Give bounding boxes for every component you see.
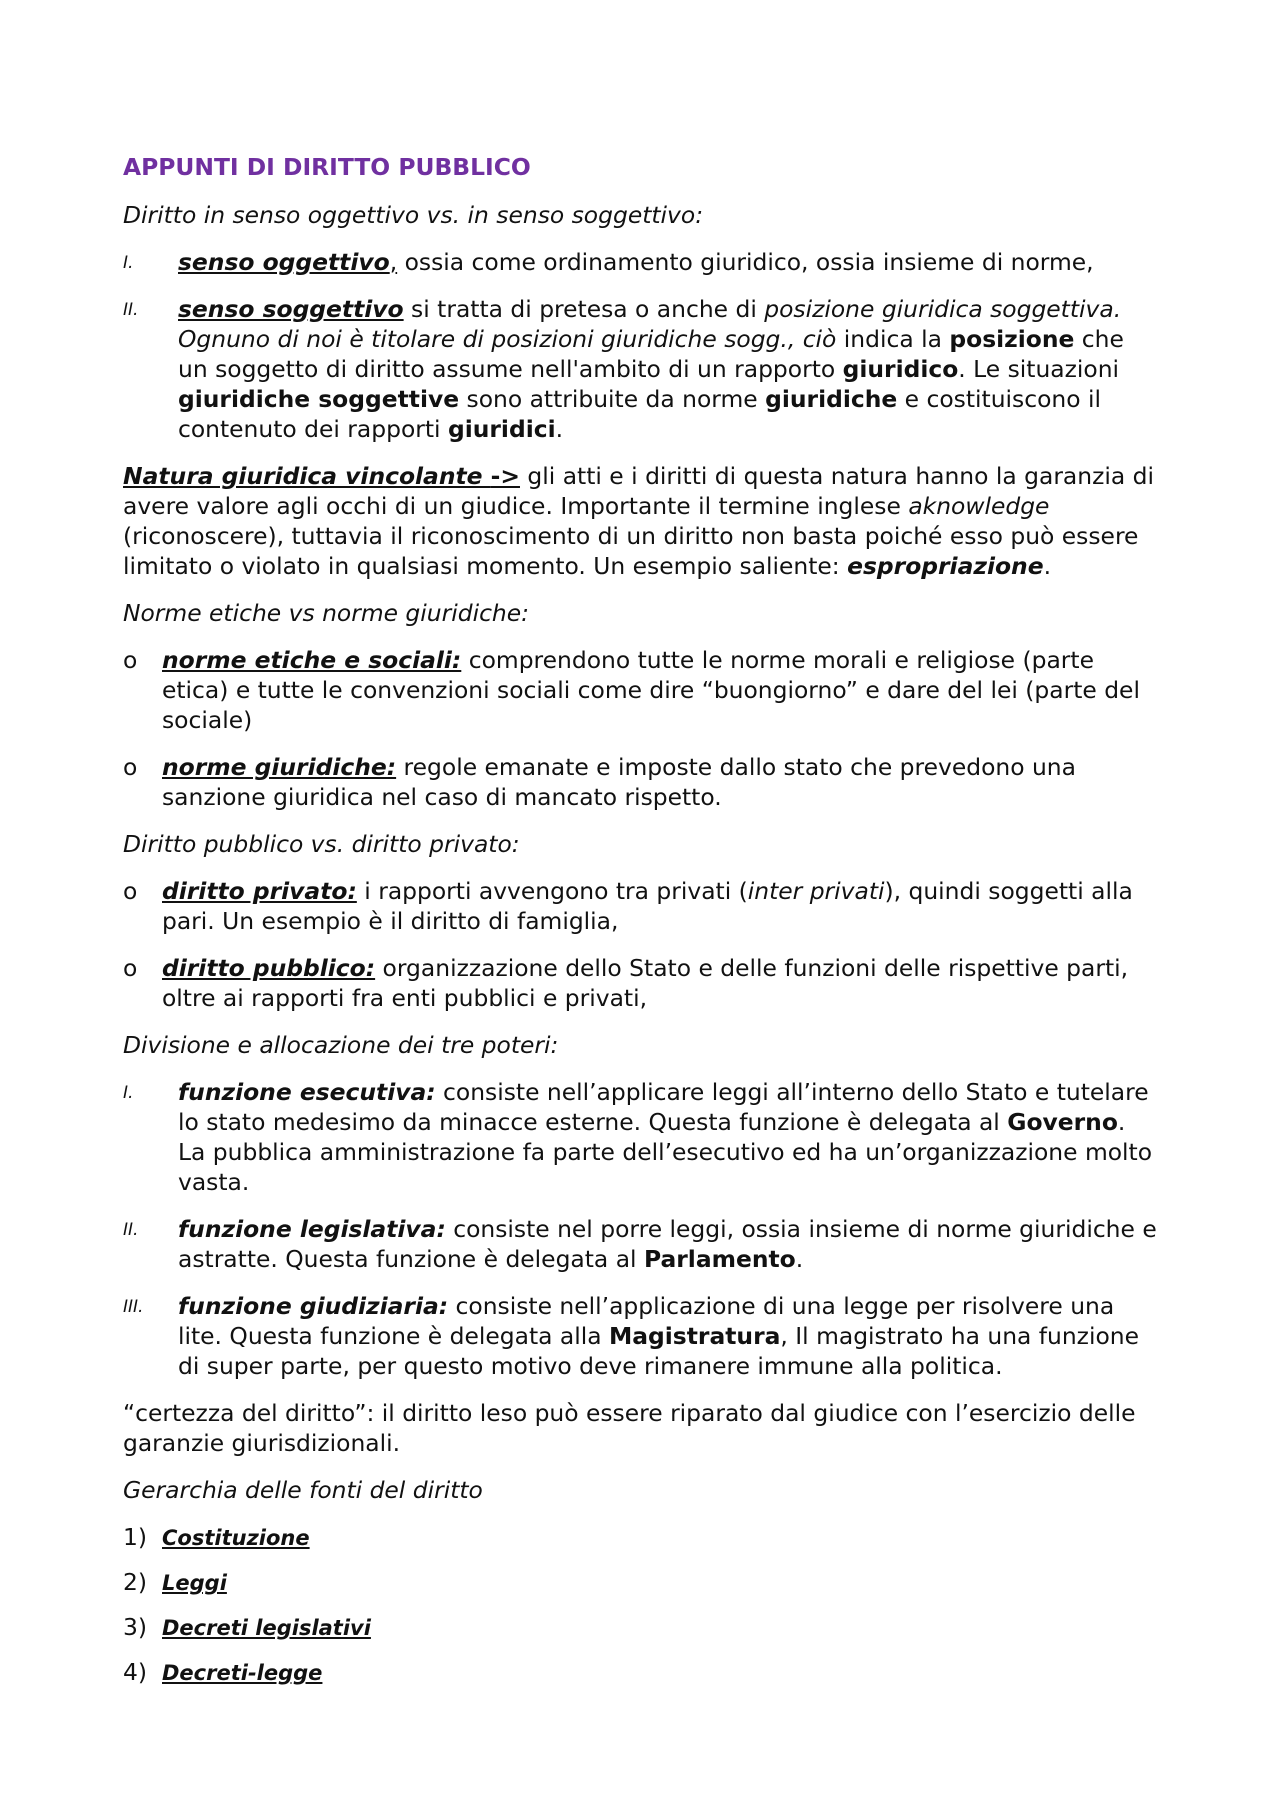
item-italic: posizione giuridica soggettiva. Ognuno di noi è titolare di posizioni giuridiche sogg., ciò: [178, 295, 1122, 353]
item-bold: Governo: [1007, 1108, 1118, 1136]
term-diritto-privato: diritto privato:: [162, 877, 357, 905]
list-marker: 2): [123, 1568, 148, 1596]
term-funzione-giudiziaria: funzione giudiziaria:: [178, 1292, 449, 1320]
list-marker: o: [123, 646, 138, 674]
term-senso-soggettivo: senso soggettivo: [178, 295, 404, 323]
list-norme: [123, 645, 1160, 812]
list-item: [123, 1291, 1160, 1381]
section-heading-pubblico-privato: Diritto pubblico vs. diritto privato:: [123, 830, 520, 858]
list-item: [123, 247, 1160, 277]
section-heading-diritto-senso: Diritto in senso oggettivo vs. in senso soggettivo:: [123, 201, 704, 229]
fonte-decreti-legislativi: Decreti legislativi: [162, 1616, 371, 1640]
item-text: sono attribuite da norme: [459, 385, 766, 413]
section-heading-gerarchia: Gerarchia delle fonti del diritto: [123, 1476, 483, 1504]
item-text: si tratta di pretesa o anche di: [403, 295, 765, 323]
item-bold: giuridiche: [765, 385, 898, 413]
item-text: . La pubblica amministrazione fa parte dell’esecutivo ed ha un’organizzazione molto vasta.: [178, 1108, 1153, 1196]
list-poteri: [123, 1077, 1160, 1381]
list-senso: [123, 247, 1160, 444]
term-norme-etiche: norme etiche e sociali:: [162, 646, 462, 674]
list-item: [123, 876, 1160, 936]
fonte-costituzione: Costituzione: [162, 1526, 310, 1550]
item-text: regole emanate e imposte dallo stato che prevedono una sanzione giuridica nel caso di mancato rispetto.: [162, 753, 1076, 811]
para-text: gli atti e i diritti di questa natura hanno la garanzia di avere valore agli occhi di un giudice. Importante il termine inglese: [123, 462, 1154, 520]
list-marker: I.: [123, 1083, 134, 1103]
item-text: che un soggetto di diritto assume nell'ambito di un rapporto: [178, 325, 1124, 383]
list-marker: II.: [123, 300, 139, 320]
para-italic: aknowledge: [908, 492, 1050, 520]
item-text: . Le situazioni: [958, 355, 1120, 383]
item-bold: posizione: [949, 325, 1075, 353]
para-text: .: [1043, 552, 1052, 580]
term-senso-oggettivo: senso oggettivo: [178, 248, 390, 276]
list-marker: 3): [123, 1613, 148, 1641]
list-item: [123, 1214, 1160, 1274]
item-text: , Il magistrato ha una funzione di super parte, per questo motivo deve rimanere immune alla politica.: [178, 1322, 1139, 1380]
arrow: ->: [490, 462, 520, 490]
list-marker: o: [123, 877, 138, 905]
list-item: [123, 752, 1160, 812]
list-item: [123, 1522, 1160, 1553]
item-text: e costituiscono il contenuto dei rapporti: [178, 385, 1101, 443]
item-bold: Magistratura: [608, 1322, 781, 1350]
item-bold: giuridico: [842, 355, 959, 383]
list-item: [123, 294, 1160, 444]
item-text: consiste nell’applicare leggi all’interno dello Stato e tutelare lo stato medesimo da minacce esterne. Questa funzione è delegata al: [178, 1078, 1149, 1136]
item-bold: giuridici: [447, 415, 556, 443]
list-marker: I.: [123, 253, 134, 273]
list-marker: III.: [123, 1297, 144, 1317]
list-diritto: [123, 876, 1160, 1013]
list-marker: o: [123, 954, 138, 982]
item-text: .: [795, 1245, 804, 1273]
item-text: ), quindi soggetti alla pari. Un esempio è il diritto di famiglia,: [162, 877, 1133, 935]
list-item: [123, 1657, 1160, 1688]
section-heading-norme: Norme etiche vs norme giuridiche:: [123, 599, 530, 627]
term-funzione-esecutiva: funzione esecutiva:: [178, 1078, 436, 1106]
list-item: [123, 953, 1160, 1013]
paragraph-natura-giuridica: [123, 461, 1160, 581]
term-natura-giuridica: Natura giuridica vincolante: [123, 462, 491, 490]
item-text: comprendono tutte le norme morali e religiose (parte etica) e tutte le convenzioni sociali come dire “buongiorno” e dare del lei (parte del sociale): [162, 646, 1140, 734]
item-bold: Parlamento: [643, 1245, 796, 1273]
item-text: consiste nell’applicazione di una legge per risolvere una lite. Questa funzione è delegata alla: [178, 1292, 1115, 1350]
list-item: [123, 1077, 1160, 1197]
term-funzione-legislativa: funzione legislativa:: [178, 1215, 446, 1243]
para-text: (riconoscere), tuttavia il riconoscimento di un diritto non basta poiché esso può essere limitato o violato in qualsiasi momento. Un esempio saliente:: [123, 522, 1139, 580]
paragraph-certezza: “certezza del diritto”: il diritto leso può essere riparato dal giudice con l’esercizio delle garanzie giurisdizionali.: [123, 1399, 1136, 1457]
list-marker: 1): [123, 1523, 148, 1551]
list-gerarchia: [123, 1522, 1160, 1688]
list-marker: II.: [123, 1220, 139, 1240]
item-text: organizzazione dello Stato e delle funzioni delle rispettive parti, oltre ai rapporti fra enti pubblici e privati,: [162, 954, 1129, 1012]
document-title: APPUNTI DI DIRITTO PUBBLICO: [123, 153, 531, 181]
item-text: indica la: [836, 325, 950, 353]
list-item: [123, 645, 1160, 735]
para-bold-italic: espropriazione: [847, 552, 1044, 580]
item-text: i rapporti avvengono tra privati (: [356, 877, 748, 905]
list-item: [123, 1612, 1160, 1643]
fonte-leggi: Leggi: [162, 1571, 227, 1595]
item-bold: giuridiche soggettive: [178, 385, 460, 413]
term-norme-giuridiche: norme giuridiche:: [162, 753, 397, 781]
list-item: [123, 1567, 1160, 1598]
section-heading-poteri: Divisione e allocazione dei tre poteri:: [123, 1031, 559, 1059]
list-marker: 4): [123, 1658, 148, 1686]
list-marker: o: [123, 753, 138, 781]
term-comma: ,: [389, 248, 398, 276]
item-italic: inter privati: [747, 877, 885, 905]
item-text: .: [555, 415, 564, 443]
term-diritto-pubblico: diritto pubblico:: [162, 954, 376, 982]
item-text: consiste nel porre leggi, ossia insieme di norme giuridiche e astratte. Questa funzione è delegata al: [178, 1215, 1157, 1273]
item-text: ossia come ordinamento giuridico, ossia insieme di norme,: [397, 248, 1094, 276]
fonte-decreti-legge: Decreti-legge: [162, 1661, 323, 1685]
